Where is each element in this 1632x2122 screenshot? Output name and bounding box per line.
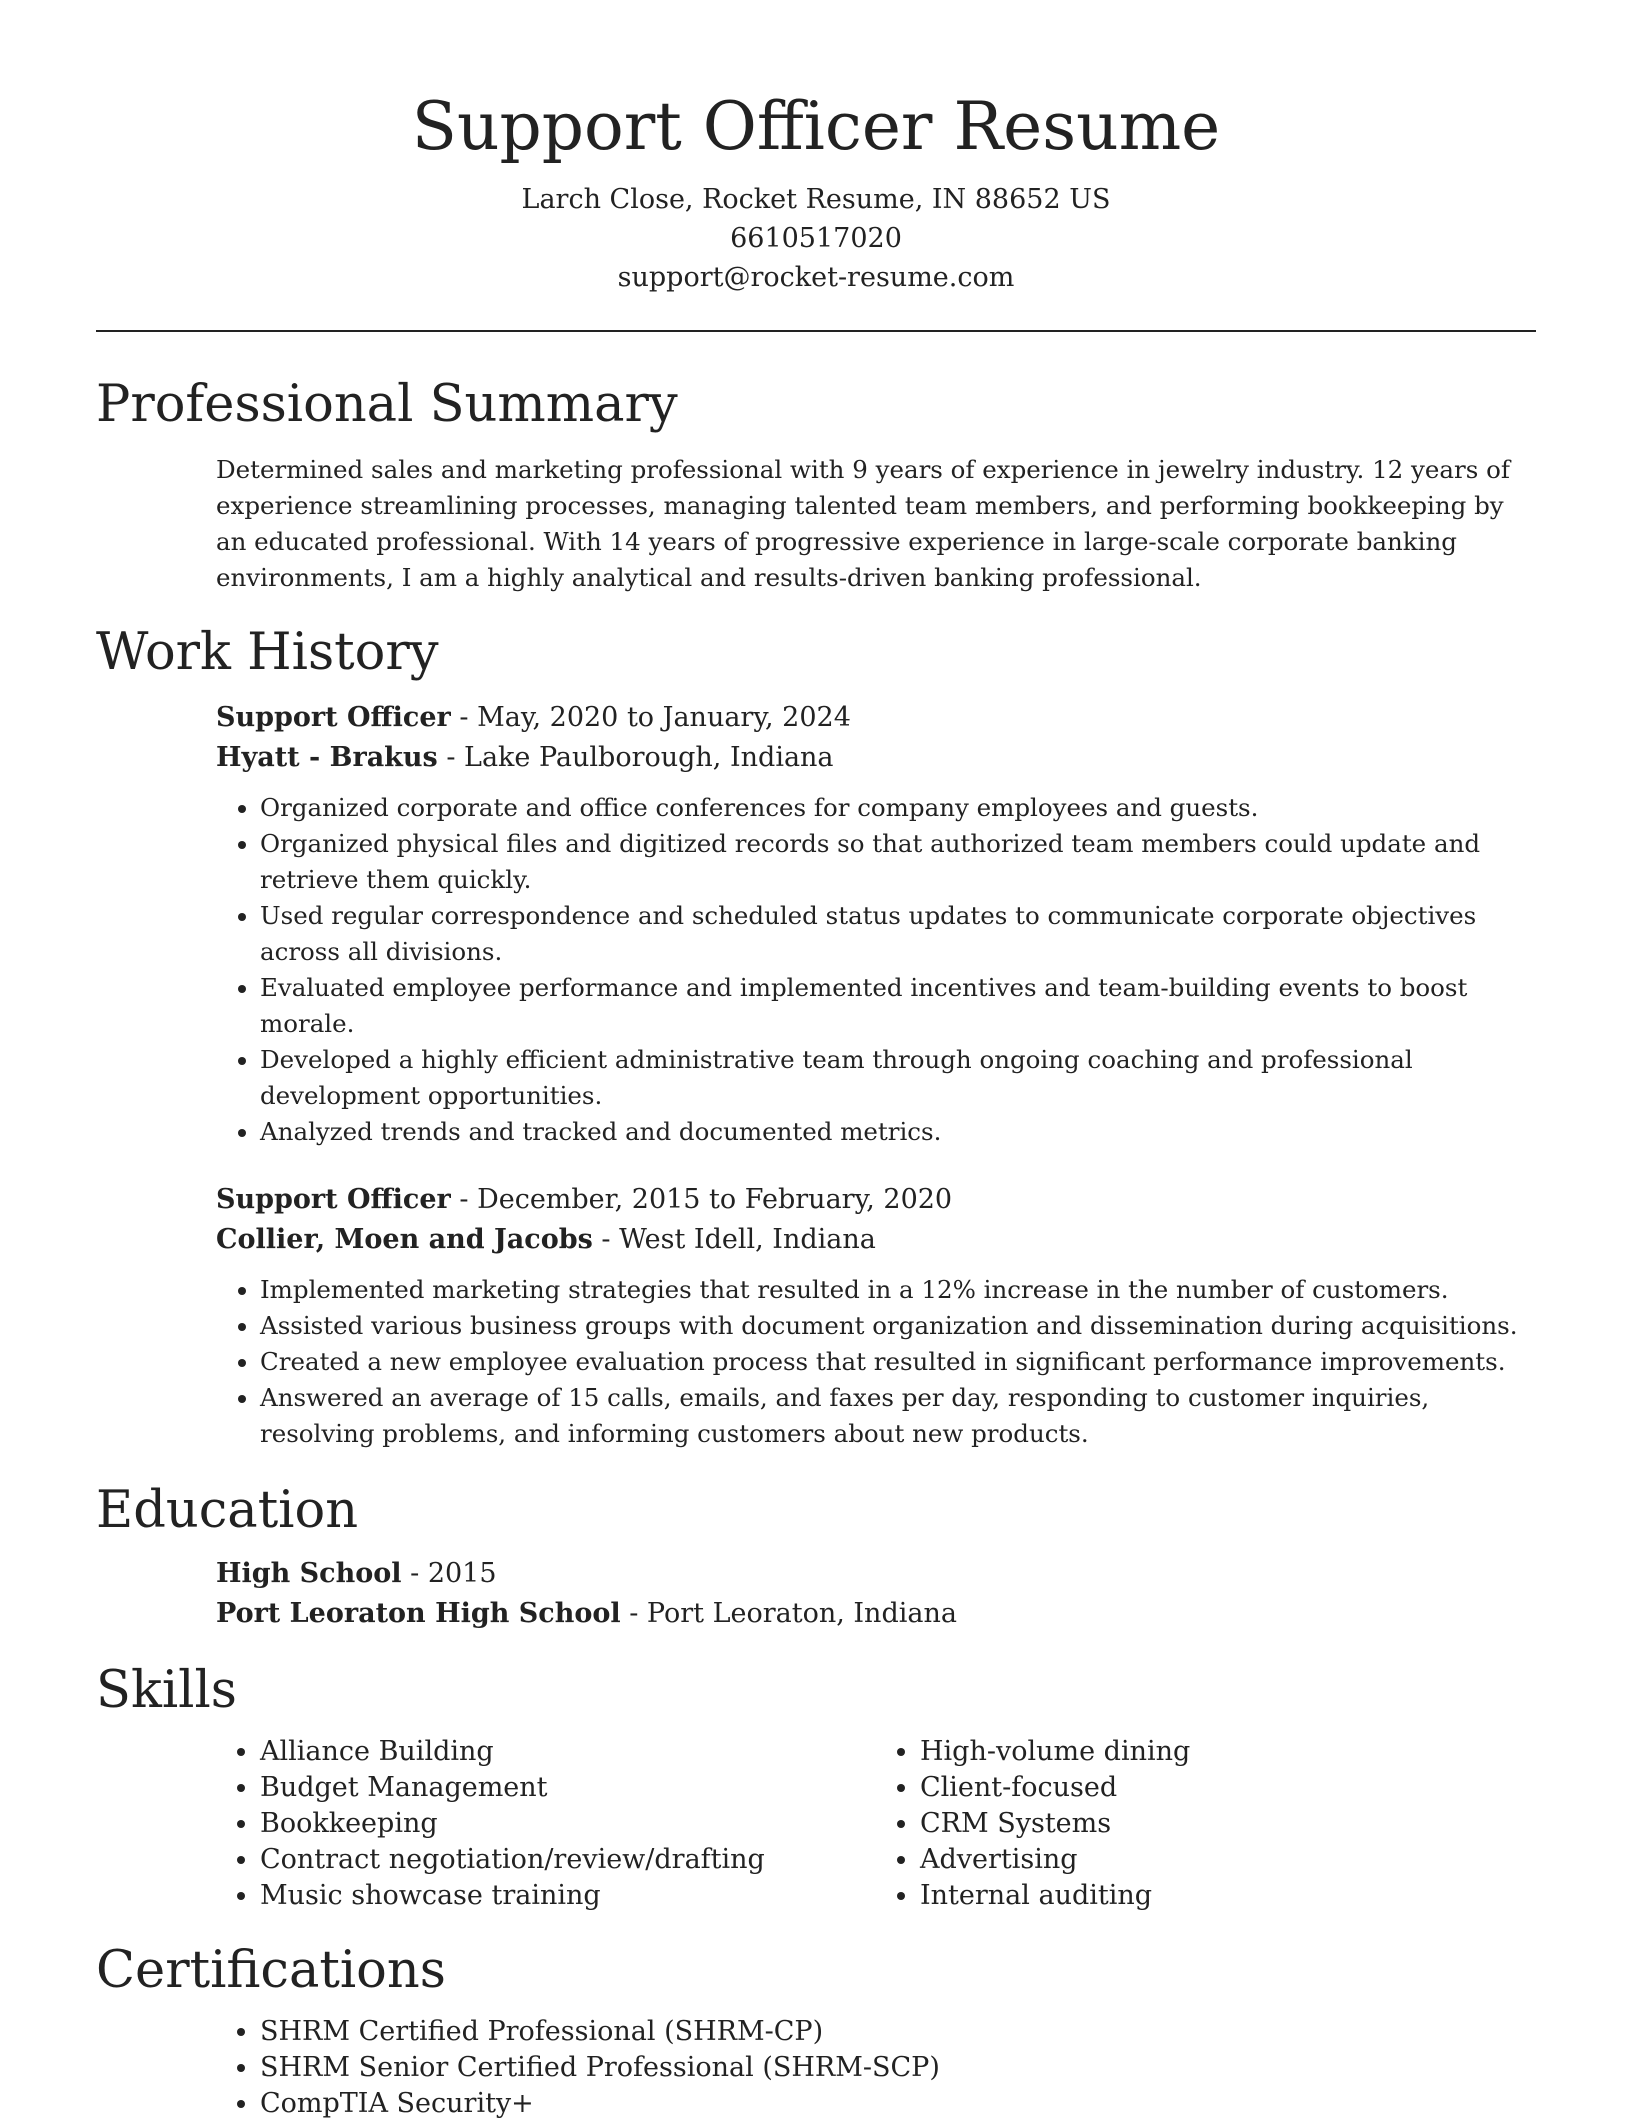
job-location: - Lake Paulborough, Indiana (437, 742, 834, 773)
contact-address: Larch Close, Rocket Resume, IN 88652 US (521, 184, 1111, 215)
job-title-line (216, 698, 1536, 738)
job-title-line (216, 1180, 1536, 1220)
job-dates: - December, 2015 to February, 2020 (450, 1184, 953, 1215)
list-item: • Bookkeeping (260, 1806, 876, 1842)
summary-text: Determined sales and marketing professional with 9 years of experience in jewelry industry. 12 years of experience streamlining processes, managing talented team members, and performing bookkeeping by an educated professional. With 14 years of progressive experience in large-scale corporate banking environments, I am a highly analytical and results-driven banking professional. (216, 455, 1510, 592)
skills-grid (216, 1734, 1536, 1914)
list-item: • Alliance Building (260, 1734, 876, 1770)
resume-header (96, 0, 1536, 297)
education-degree: High School (216, 1558, 402, 1589)
job-company-line (216, 1220, 1536, 1260)
job-role: Support Officer (216, 1184, 451, 1215)
list-item: • Answered an average of 15 calls, emails, and faxes per day, responding to customer inquiries, resolving problems, and informing customers about new products. (260, 1380, 1536, 1452)
list-item: • Internal auditing (920, 1878, 1536, 1914)
list-item: • Organized corporate and office conferences for company employees and guests. (260, 790, 1536, 826)
certifications-list (216, 2014, 1536, 2122)
job-bullets (216, 790, 1536, 1150)
list-item: • Organized physical files and digitized records so that authorized team members could update and retrieve them quickly. (260, 826, 1536, 898)
list-item: • Implemented marketing strategies that resulted in a 12% increase in the number of customers. (260, 1272, 1536, 1308)
list-item: • High-volume dining (920, 1734, 1536, 1770)
education-location: - Port Leoraton, Indiana (620, 1598, 957, 1629)
contact-block (96, 180, 1536, 297)
resume-page (96, 0, 1536, 2122)
job-bullets (216, 1272, 1536, 1452)
list-item: • Evaluated employee performance and implemented incentives and team-building events to boost morale. (260, 970, 1536, 1042)
list-item: • SHRM Senior Certified Professional (SHRM-SCP) (260, 2050, 1536, 2086)
section-education (96, 1480, 1536, 1634)
list-item: • Budget Management (260, 1770, 876, 1806)
list-item: • CRM Systems (920, 1806, 1536, 1842)
job-role: Support Officer (216, 702, 451, 733)
section-skills (96, 1660, 1536, 1914)
education-school-line (216, 1594, 1536, 1634)
job-company: Collier, Moen and Jacobs (216, 1224, 593, 1255)
contact-email: support@rocket-resume.com (617, 262, 1015, 293)
certifications-heading: Certifications (96, 1941, 446, 2000)
contact-phone: 6610517020 (730, 223, 902, 254)
job-company-line (216, 738, 1536, 778)
list-item: • SHRM Certified Professional (SHRM-CP) (260, 2014, 1536, 2050)
list-item: • Used regular correspondence and scheduled status updates to communicate corporate objectives across all divisions. (260, 898, 1536, 970)
list-item: • Music showcase training (260, 1878, 876, 1914)
skills-list-right (876, 1734, 1536, 1914)
list-item: • Contract negotiation/review/drafting (260, 1842, 876, 1878)
list-item: • Developed a highly efficient administrative team through ongoing coaching and professional development opportunities. (260, 1042, 1536, 1114)
education-school: Port Leoraton High School (216, 1598, 621, 1629)
list-item: • Client-focused (920, 1770, 1536, 1806)
list-item: • Analyzed trends and tracked and documented metrics. (260, 1114, 1536, 1150)
section-work-history (96, 622, 1536, 1452)
job-entry (96, 1180, 1536, 1452)
list-item: • Advertising (920, 1842, 1536, 1878)
page-title: Support Officer Resume (411, 88, 1221, 165)
education-degree-line (216, 1554, 1536, 1594)
job-company: Hyatt - Brakus (216, 742, 438, 773)
list-item: • CompTIA Security+ (260, 2086, 1536, 2122)
education-heading: Education (96, 1481, 359, 1540)
education-entry (96, 1554, 1536, 1634)
section-summary (96, 374, 1536, 596)
job-dates: - May, 2020 to January, 2024 (450, 702, 851, 733)
job-location: - West Idell, Indiana (592, 1224, 876, 1255)
list-item: • Created a new employee evaluation process that resulted in significant performance improvements. (260, 1344, 1536, 1380)
list-item: • Assisted various business groups with document organization and dissemination during acquisitions. (260, 1308, 1536, 1344)
skills-list-left (216, 1734, 876, 1914)
work-history-heading: Work History (96, 623, 439, 682)
education-year: - 2015 (401, 1558, 497, 1589)
job-entry (96, 698, 1536, 1150)
skills-heading: Skills (96, 1661, 237, 1720)
summary-heading: Professional Summary (96, 375, 678, 434)
section-certifications (96, 1940, 1536, 2122)
header-divider (96, 330, 1536, 332)
